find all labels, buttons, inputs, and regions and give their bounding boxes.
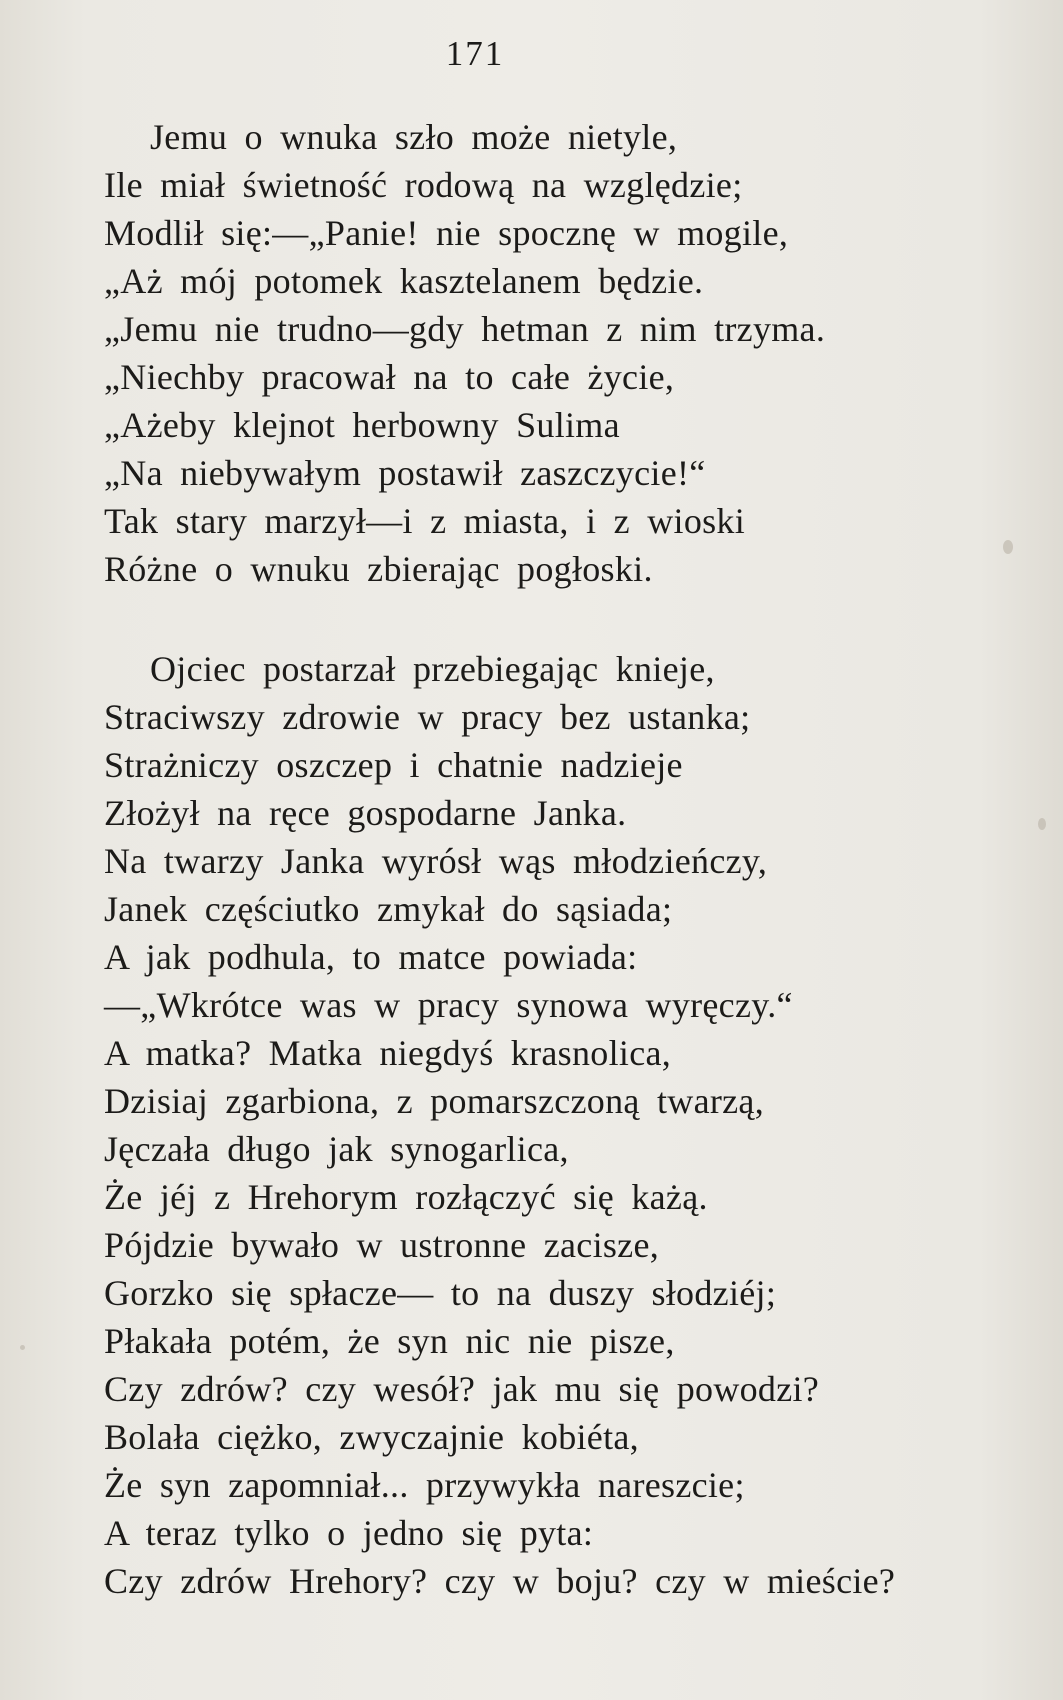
verse-line: „Ażeby klejnot herbowny Sulima (104, 405, 620, 445)
verse-line: A teraz tylko o jedno się pyta: (104, 1513, 594, 1553)
verse-line: Pójdzie bywało w ustronne zacisze, (104, 1225, 660, 1265)
verse-line: Ile miał świetność rodową na względzie; (104, 165, 743, 205)
verse-line: „Aż mój potomek kasztelanem będzie. (104, 261, 704, 301)
verse-line: Bolała ciężko, zwyczajnie kobiéta, (104, 1417, 639, 1457)
paper-speck (1003, 540, 1013, 554)
verse-line: A matka? Matka niegdyś krasnolica, (104, 1033, 672, 1073)
verse-line: Tak stary marzył—i z miasta, i z wioski (104, 501, 746, 541)
verse-line: Modlił się:—„Panie! nie spocznę w mogile, (104, 213, 789, 253)
verse-line: Jęczała długo jak synogarlica, (104, 1129, 569, 1169)
verse-line: Gorzko się spłacze— to na duszy słodziéj; (104, 1273, 777, 1313)
stanza-2 (0, 645, 895, 1605)
verse-line: Straciwszy zdrowie w pracy bez ustanka; (104, 697, 751, 737)
verse-line: Złożył na ręce gospodarne Janka. (104, 793, 627, 833)
verse-line: Janek częściutko zmykał do sąsiada; (104, 889, 673, 929)
paper-speck (1038, 818, 1046, 830)
verse-line: Jemu o wnuka szło może nietyle, (150, 117, 678, 157)
verse-line: Na twarzy Janka wyrósł wąs młodzieńczy, (104, 841, 768, 881)
verse-line: „Jemu nie trudno—gdy hetman z nim trzyma. (104, 309, 826, 349)
stanza-1 (0, 113, 825, 593)
verse-line: —„Wkrótce was w pracy synowa wyręczy.“ (104, 985, 793, 1025)
verse-line: Czy zdrów Hrehory? czy w boju? czy w mieście? (104, 1561, 896, 1601)
paper-speck (20, 1345, 25, 1350)
verse-line: „Niechby pracował na to całe życie, (104, 357, 675, 397)
verse-line: Różne o wnuku zbierając pogłoski. (104, 549, 653, 589)
verse-line: Że jéj z Hrehorym rozłączyć się każą. (104, 1177, 708, 1217)
verse-line: Płakała potém, że syn nic nie pisze, (104, 1321, 675, 1361)
page-number: 171 (445, 34, 505, 73)
verse-line: Strażniczy oszczep i chatnie nadzieje (104, 745, 683, 785)
verse-line: A jak podhula, to matce powiada: (104, 937, 638, 977)
verse-line: Czy zdrów? czy wesół? jak mu się powodzi? (104, 1369, 820, 1409)
verse-line: Dzisiaj zgarbiona, z pomarszczoną twarzą, (104, 1081, 764, 1121)
verse-line: Że syn zapomniał... przywykła nareszcie; (104, 1465, 745, 1505)
verse-line: Ojciec postarzał przebiegając knieje, (150, 649, 715, 689)
verse-line: „Na niebywałym postawił zaszczycie!“ (104, 453, 706, 493)
